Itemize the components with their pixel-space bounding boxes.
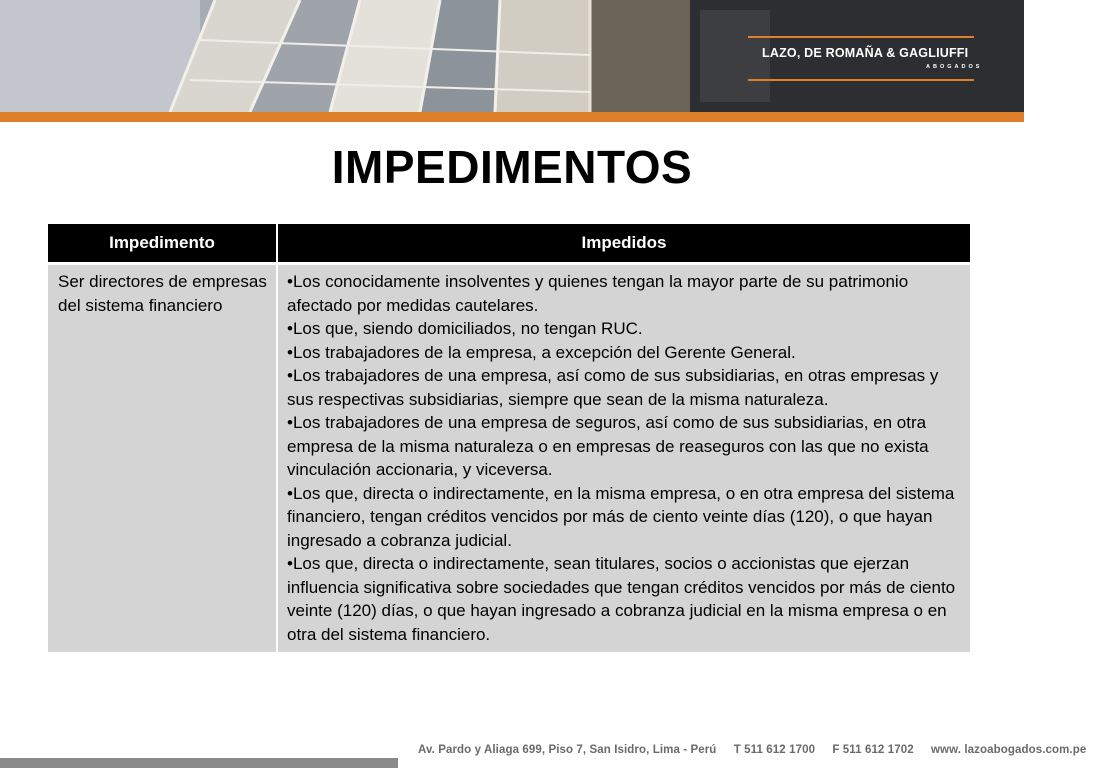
- header-banner: [0, 0, 1024, 112]
- logo-rule-bottom: [748, 79, 974, 81]
- accent-bar: [0, 112, 1024, 122]
- list-item: •Los que, directa o indirectamente, sean titulares, socios o accionistas que ejerzan influencia significativa sobre sociedades que tengan créditos vencidos por más de ciento veinte (120) días, o que hayan ingresado a cobranza judicial en la misma empresa o en otra del sistema financiero.: [287, 554, 956, 644]
- brand-name: LAZO, DE ROMAÑA & GAGLIUFFI: [762, 46, 969, 60]
- list-item: •Los trabajadores de una empresa, así como de sus subsidiarias, en otras empresas y sus respectivas subsidiarias, siempre que sean de la misma naturaleza.: [287, 366, 939, 409]
- list-item: •Los que, directa o indirectamente, en la misma empresa, o en otra empresa del sistema financiero, tengan créditos vencidos por más de ciento veinte días (120), o que hayan ingresado a cobranza judicial.: [287, 483, 955, 550]
- impedimento-cell: Ser directores de empresas del sistema financiero: [48, 264, 277, 653]
- footer-rule: [0, 758, 398, 768]
- header-impedidos: Impedidos: [277, 224, 970, 264]
- footer-address: Av. Pardo y Aliaga 699, Piso 7, San Isidro, Lima - Perú: [418, 744, 717, 756]
- table-row: [48, 264, 970, 653]
- table-header-row: [48, 224, 970, 264]
- header-impedimento: Impedimento: [48, 224, 277, 264]
- footer-website: www. lazoabogados.com.pe: [931, 744, 1087, 756]
- brand-logo: [748, 36, 984, 82]
- impedidos-cell: [277, 264, 970, 653]
- footer-phone: T 511 612 1700: [733, 744, 816, 756]
- impedimentos-table: [48, 224, 970, 652]
- page-title: IMPEDIMENTOS: [331, 141, 693, 193]
- list-item: •Los conocidamente insolventes y quienes tengan la mayor parte de su patrimonio afectado por medidas cautelares.: [287, 272, 909, 315]
- brand-subtitle: ABOGADOS: [926, 64, 983, 70]
- list-item: •Los trabajadores de una empresa de seguros, así como de sus subsidiarias, en otra empresa de la misma naturaleza o en empresas de reaseguros con las que no exista vinculación accionaria, y viceversa.: [287, 413, 929, 479]
- list-item: •Los trabajadores de la empresa, a excepción del Gerente General.: [287, 342, 796, 362]
- footer-contact: [418, 744, 1100, 756]
- logo-rule-top: [748, 36, 974, 38]
- list-item: •Los que, siendo domiciliados, no tengan RUC.: [287, 319, 643, 338]
- footer-fax: F 511 612 1702: [832, 744, 914, 756]
